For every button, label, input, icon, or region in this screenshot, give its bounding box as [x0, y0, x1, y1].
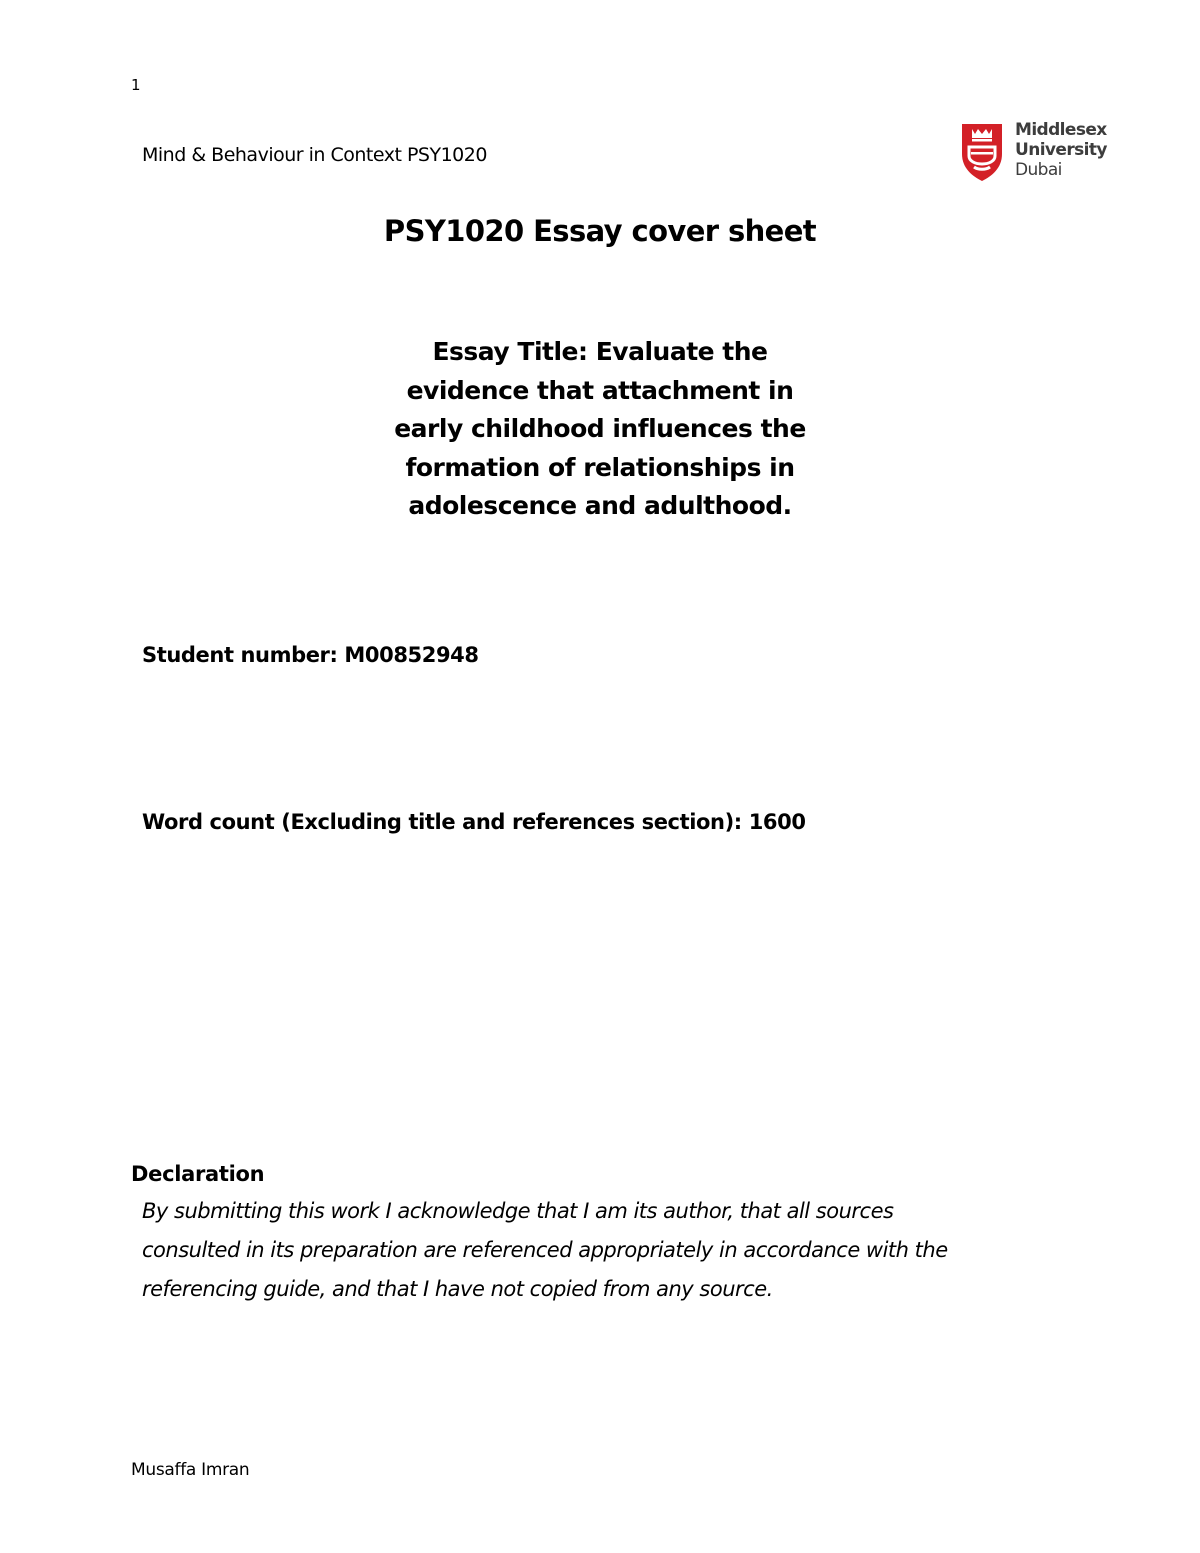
essay-title-line: evidence that attachment in — [406, 375, 794, 405]
word-count: Word count (Excluding title and references section): 1600 — [142, 810, 806, 834]
course-name: Mind & Behaviour in Context PSY1020 — [142, 144, 487, 166]
declaration-line: By submitting this work I acknowledge that I am its author, that all sources — [142, 1199, 894, 1223]
page-number: 1 — [131, 76, 141, 94]
declaration-heading: Declaration — [131, 1162, 265, 1186]
footer-author: Musaffa Imran — [131, 1460, 250, 1480]
essay-title-line: formation of relationships in — [405, 452, 795, 482]
declaration-text — [142, 1192, 1062, 1309]
essay-title-line: early childhood influences the — [394, 414, 806, 443]
logo-line-university: University — [1015, 140, 1107, 160]
student-number: Student number: M00852948 — [142, 643, 479, 667]
middlesex-shield-icon — [960, 120, 1004, 182]
declaration-line: referencing guide, and that I have not copied from any source. — [142, 1277, 773, 1301]
declaration-line: consulted in its preparation are referenced appropriately in accordance with the — [142, 1238, 948, 1262]
logo-line-dubai: Dubai — [1015, 160, 1062, 180]
logo-line-middlesex: Middlesex — [1015, 120, 1107, 140]
essay-title — [380, 333, 820, 526]
essay-title-line: Essay Title: Evaluate the — [432, 337, 768, 366]
university-logo — [960, 120, 1110, 182]
document-title: PSY1020 Essay cover sheet — [383, 214, 817, 248]
essay-title-line: adolescence and adulthood. — [408, 491, 792, 520]
